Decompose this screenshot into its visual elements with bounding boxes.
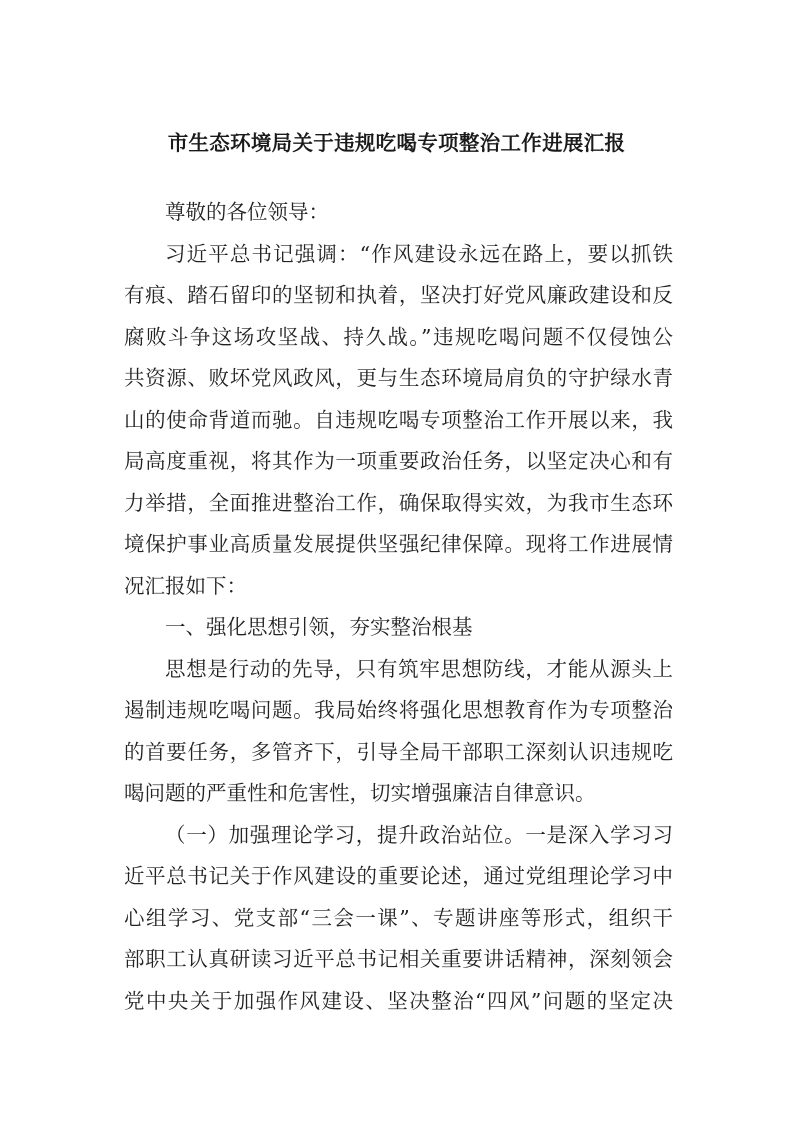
body-line: 思想是行动的先导，只有筑牢思想防线，才能从源头上 [165,656,673,681]
body-line: 局高度重视，将其作为一项重要政治任务，以坚定决心和有 [124,449,673,473]
body-line: 遏制违规吃喝问题。我局始终将强化思想教育作为专项整治 [124,698,673,722]
body-line: 习近平总书记强调：“作风建设永远在路上，要以抓铁 [165,241,673,266]
body-line: 况汇报如下： [124,573,247,598]
body-line: 共资源、败坏党风政风，更与生态环境局肩负的守护绿水青 [124,366,673,390]
body-line: 党中央关于加强作风建设、坚决整治“四风”问题的坚定决 [124,988,673,1013]
section-heading [124,607,673,649]
body-line: 喝问题的严重性和危害性，切实增强廉洁自律意识。 [124,781,596,805]
body-line: 心组学习、党支部“三会一课”、专题讲座等形式，组织干 [124,905,673,930]
document-title: 市生态环境局关于违规吃喝专项整治工作进展汇报 [167,131,626,155]
salutation-line: 尊敬的各位领导： [165,200,329,224]
body-line: （一）加强理论学习，提升政治站位。一是深入学习习 [165,822,673,847]
salutation [124,192,673,234]
body-line: 境保护事业高质量发展提供坚强纪律保障。现将工作进展情 [124,532,673,556]
document-body [124,192,673,1022]
intro-paragraph [124,234,673,608]
body-line: 部职工认真研读习近平总书记相关重要讲话精神，深刻领会 [124,947,673,971]
body-line: 腐败斗争这场攻坚战、持久战。”违规吃喝问题不仅侵蚀公 [124,324,673,349]
body-line: 近平总书记关于作风建设的重要论述，通过党组理论学习中 [124,864,673,888]
subsection-paragraph [124,815,673,1023]
body-line: 的首要任务，多管齐下，引导全局干部职工深刻认识违规吃 [124,739,673,764]
body-line: 力举措，全面推进整治工作，确保取得实效，为我市生态环 [124,490,673,515]
section-heading-line: 一、强化思想引领，夯实整治根基 [165,615,473,639]
body-line: 山的使命背道而驰。自违规吃喝专项整治工作开展以来，我 [124,407,673,432]
section-paragraph [124,649,673,815]
body-line: 有痕、踏石留印的坚韧和执着，坚决打好党风廉政建设和反 [124,283,673,307]
